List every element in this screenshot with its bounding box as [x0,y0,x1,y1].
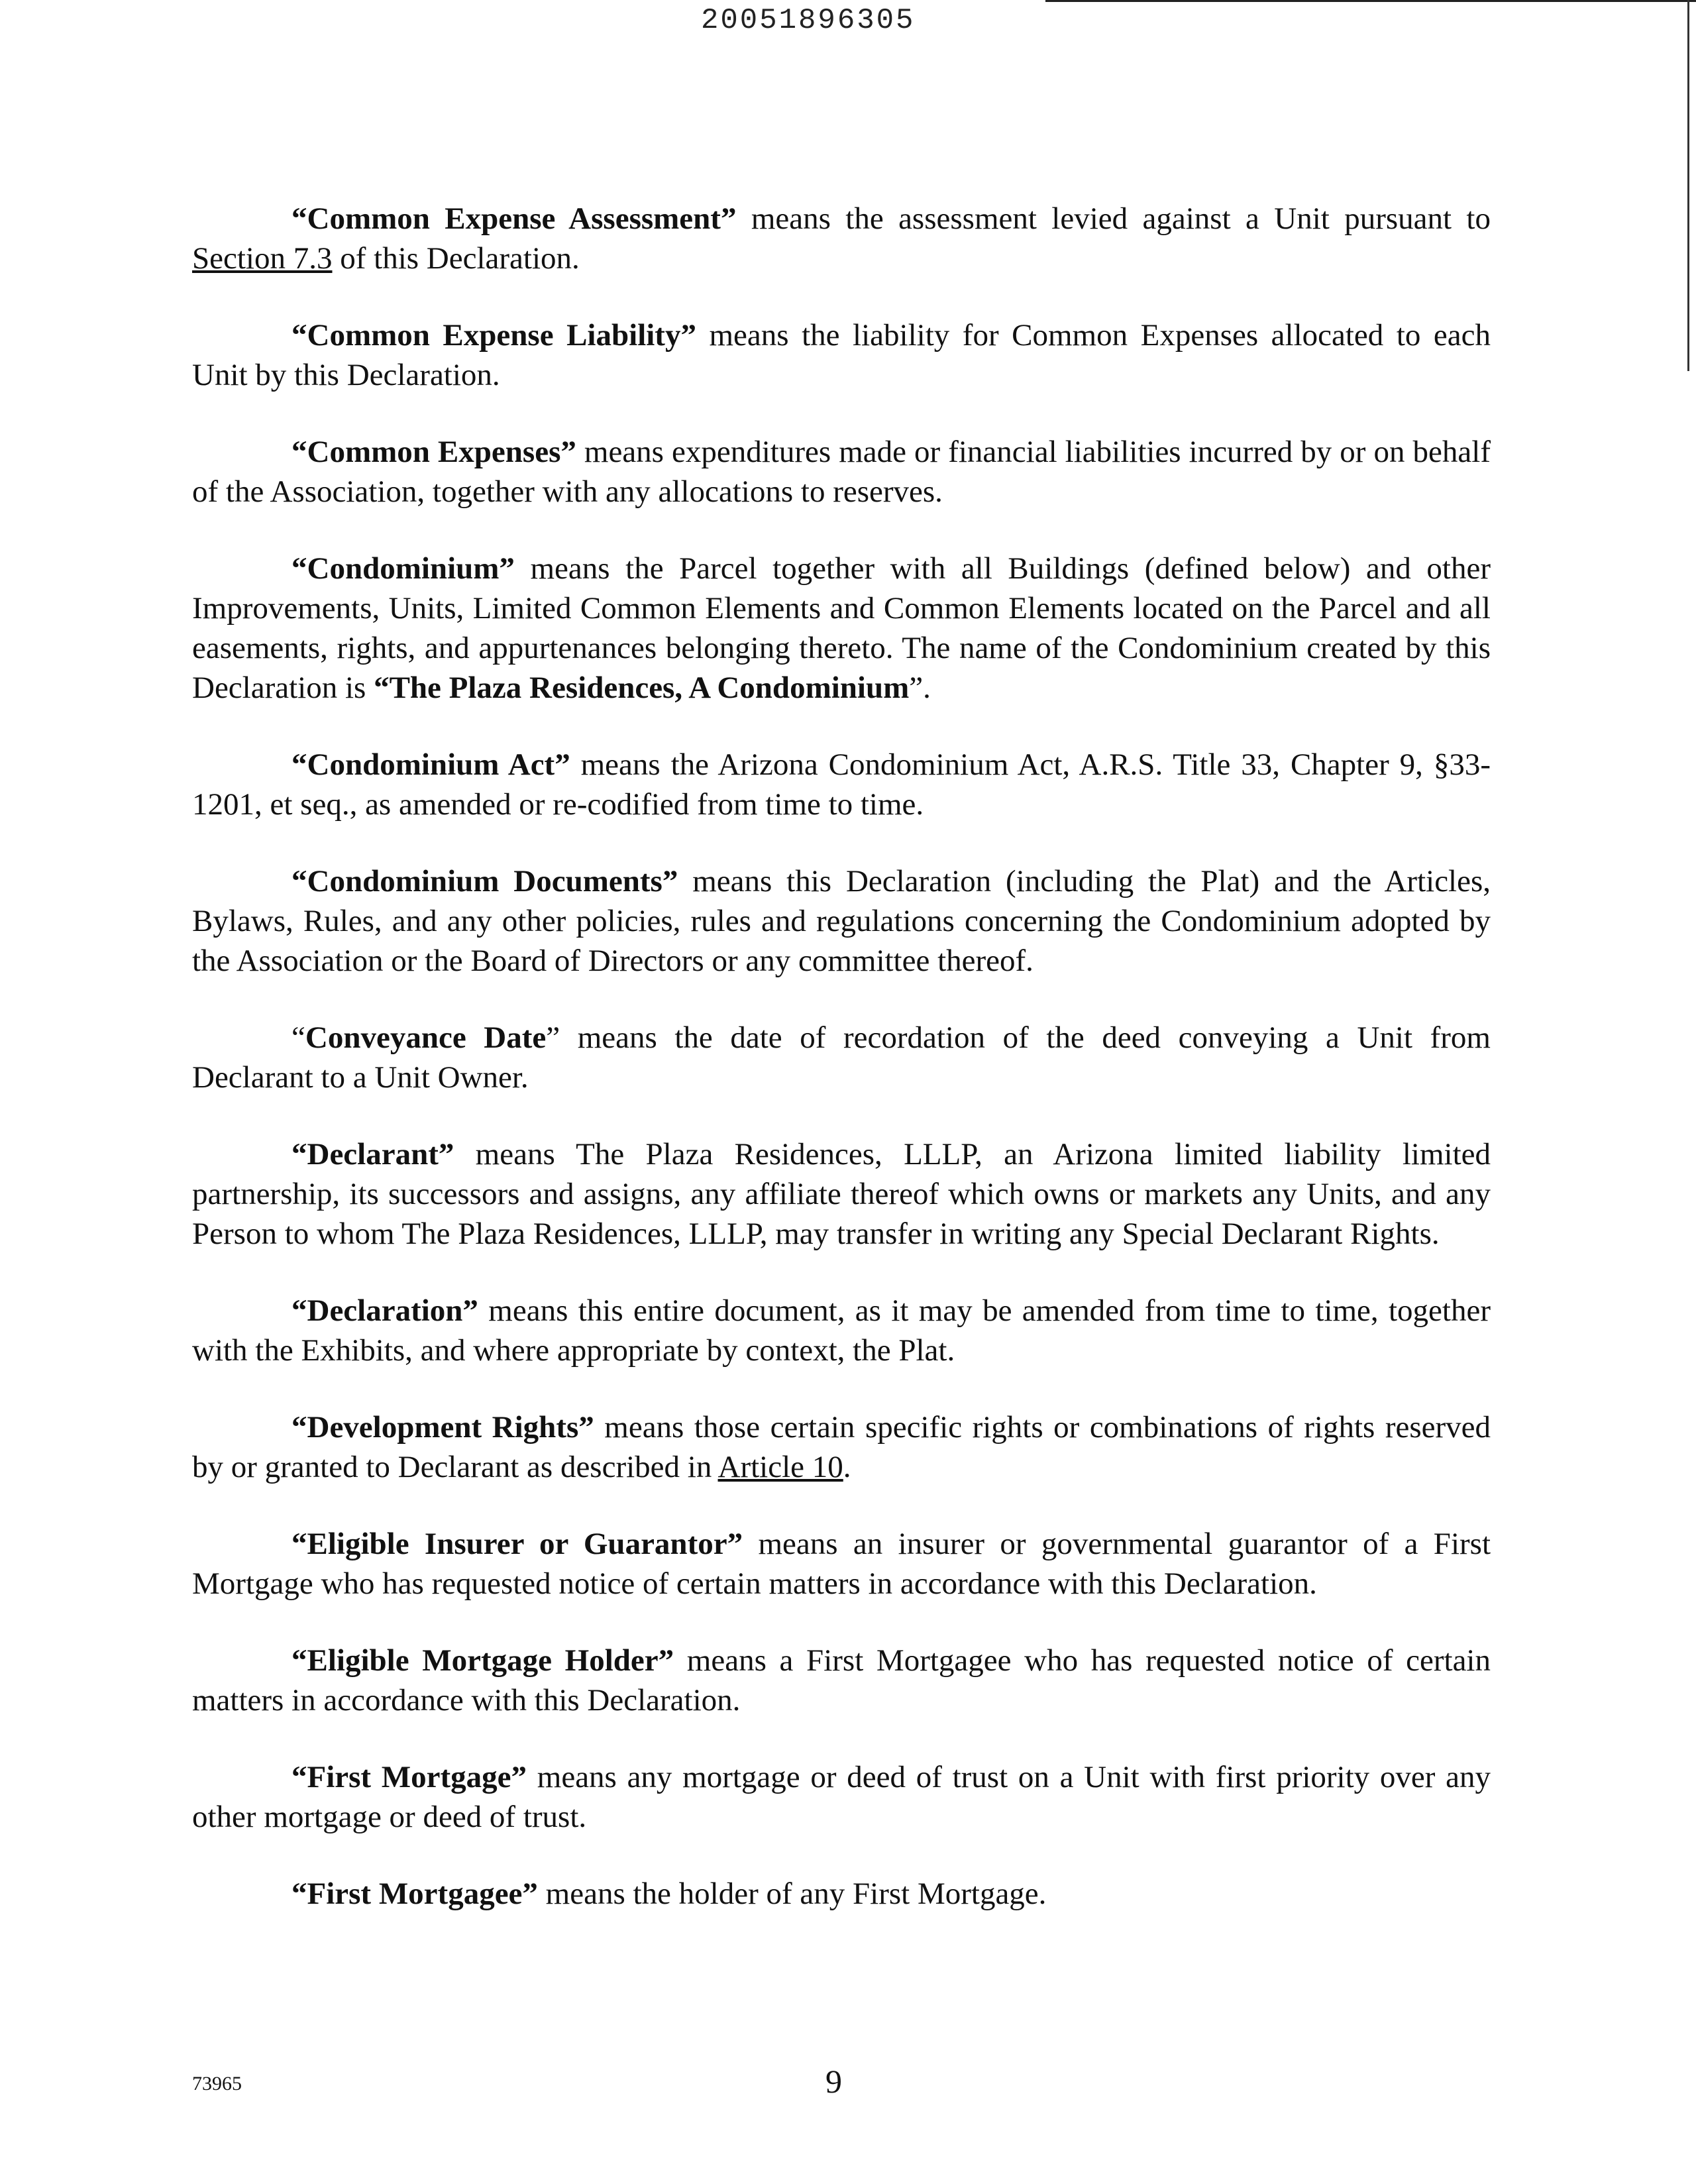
definition-term: “Common Expense Liability” [292,318,696,353]
definition-text: means this entire document, as it may be amended from time to time, together with the Exhibits, and where appropriate by context, the Plat. [192,1293,1491,1368]
definition-text: ” means the date of recordation of the deed conveying a Unit from Declarant to a Unit Owner. [192,1020,1491,1095]
definition-declaration [192,1291,1491,1370]
definition-term: “Eligible Insurer or Guarantor” [292,1527,743,1561]
definition-term: “Condominium” [292,551,515,586]
definition-text: means a First Mortgagee who has requested notice of certain matters in accordance with this Declaration. [192,1643,1491,1718]
definition-term: “Development Rights” [292,1410,594,1445]
definition-term: “Condominium Documents” [292,864,678,899]
document-number: 20051896305 [701,4,916,37]
definition-common-expense-liability [192,315,1491,395]
definition-text: means expenditures made or financial liabilities incurred by or on behalf of the Association, together with any allocations to reserves. [192,435,1491,509]
definition-text: means the liability for Common Expenses allocated to each Unit by this Declaration. [192,318,1491,392]
definitions-body [192,199,1491,1951]
definition-term: “Common Expense Assessment” [292,201,737,236]
open-quote: “ [292,1020,305,1055]
definition-term: “First Mortgage” [292,1760,527,1794]
definition-term: “Declaration” [292,1293,478,1328]
definition-text: means an insurer or governmental guarantor of a First Mortgage who has requested notice of certain matters in accordance with this Declaration. [192,1527,1491,1601]
definition-condominium-act [192,745,1491,824]
definition-first-mortgagee [192,1874,1491,1914]
definition-development-rights [192,1407,1491,1487]
top-border-rule [1045,0,1696,2]
definition-term: “First Mortgagee” [292,1877,538,1911]
article-reference-link[interactable]: Article 10 [717,1450,843,1484]
definition-text: means this Declaration (including the Plat) and the Articles, Bylaws, Rules, and any other policies, rules and regulations concerning the Condominium adopted by the Association or the Board of Directors or any committee thereof. [192,864,1491,978]
definition-term: “Common Expenses” [292,435,576,469]
definition-term: “Declarant” [292,1137,454,1172]
definition-text: means those certain specific rights or combinations of rights reserved by or granted to Declarant as described in [192,1410,1491,1484]
definition-condominium [192,549,1491,708]
definition-text: of this Declaration. [332,241,580,276]
definition-term: “Condominium Act” [292,747,570,782]
definition-text: means the Parcel together with all Buildings (defined below) and other Improvements, Units, Limited Common Elements and Common Elements located on the Parcel and all easements, rights, and appurtenances belonging thereto. The name of the Condominium created by this Declaration is [192,551,1491,705]
definition-text: means the holder of any First Mortgage. [537,1877,1047,1911]
definition-term: “Eligible Mortgage Holder” [292,1643,674,1678]
definition-eligible-insurer [192,1524,1491,1604]
definition-condominium-documents [192,861,1491,981]
definition-text: means the assessment levied against a Unit pursuant to [736,201,1491,236]
definition-text: . [843,1450,851,1484]
page-number: 9 [825,2063,842,2100]
definition-first-mortgage [192,1757,1491,1837]
definition-text: means the Arizona Condominium Act, A.R.S. Title 33, Chapter 9, §33-1201, et seq., as amended or re-codified from time to time. [192,747,1491,822]
definition-common-expenses [192,432,1491,512]
footer-document-id: 73965 [192,2073,242,2095]
definition-text: ”. [909,671,931,705]
right-border-rule [1687,0,1689,371]
definition-declarant [192,1134,1491,1254]
definition-text: means The Plaza Residences, LLLP, an Arizona limited liability limited partnership, its successors and assigns, any affiliate thereof which owns or markets any Units, and any Person to whom The Plaza Residences, LLLP, may transfer in writing any Special Declarant Rights. [192,1137,1491,1251]
definition-common-expense-assessment [192,199,1491,278]
definition-eligible-mortgage-holder [192,1641,1491,1720]
condominium-name: “The Plaza Residences, A Condominium [374,671,910,705]
definition-term: Conveyance Date [305,1020,547,1055]
definition-conveyance-date [192,1018,1491,1097]
definition-text: means any mortgage or deed of trust on a Unit with first priority over any other mortgage or deed of trust. [192,1760,1491,1834]
section-reference-link[interactable]: Section 7.3 [192,241,333,276]
